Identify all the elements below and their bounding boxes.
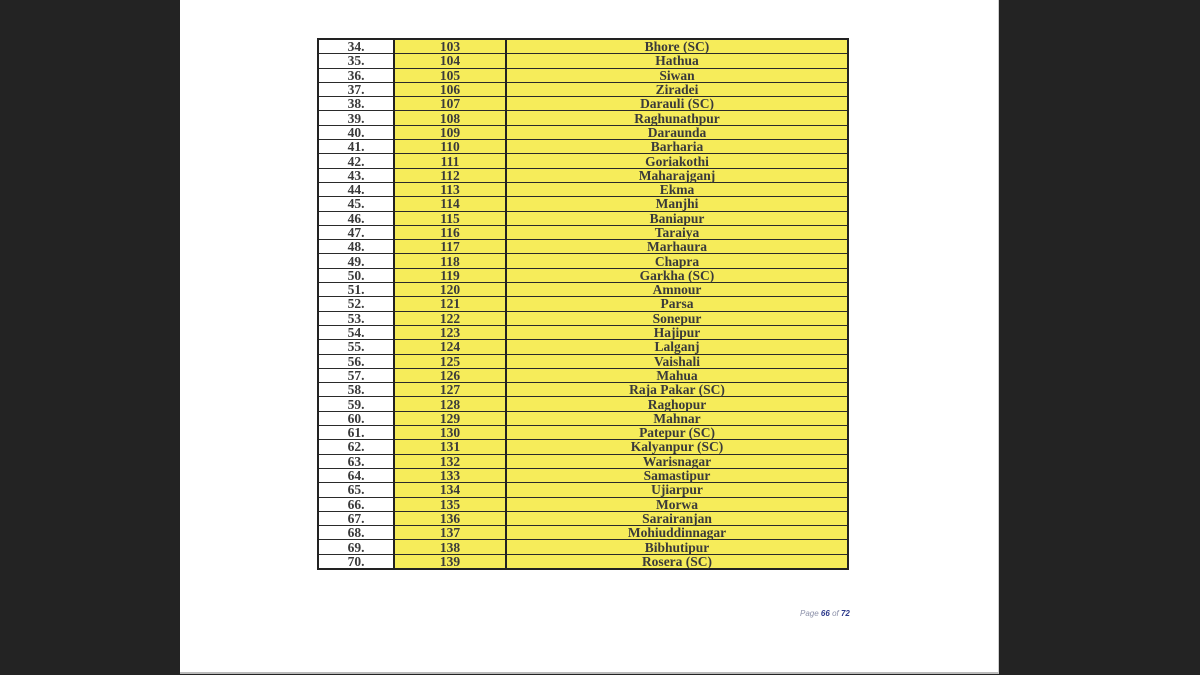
table-row bbox=[318, 468, 848, 482]
ac-number-cell: 109 bbox=[394, 125, 506, 139]
ac-number-cell: 121 bbox=[394, 297, 506, 311]
serial-number-cell: 34. bbox=[318, 39, 394, 54]
ac-number-cell: 103 bbox=[394, 39, 506, 54]
ac-number-cell: 129 bbox=[394, 411, 506, 425]
constituency-name-cell: Mahua bbox=[506, 368, 848, 382]
table-row bbox=[318, 554, 848, 569]
constituency-name-cell: Daraunda bbox=[506, 125, 848, 139]
serial-number-cell: 69. bbox=[318, 540, 394, 554]
ac-number-cell: 123 bbox=[394, 325, 506, 339]
serial-number-cell: 38. bbox=[318, 97, 394, 111]
ac-number-cell: 110 bbox=[394, 140, 506, 154]
table-row bbox=[318, 511, 848, 525]
serial-number-cell: 55. bbox=[318, 340, 394, 354]
table-row bbox=[318, 354, 848, 368]
serial-number-cell: 56. bbox=[318, 354, 394, 368]
constituency-name-cell: Rosera (SC) bbox=[506, 554, 848, 569]
table-row bbox=[318, 440, 848, 454]
ac-number-cell: 104 bbox=[394, 54, 506, 68]
constituency-table bbox=[317, 38, 849, 570]
constituency-name-cell: Raghopur bbox=[506, 397, 848, 411]
constituency-name-cell: Raja Pakar (SC) bbox=[506, 383, 848, 397]
serial-number-cell: 66. bbox=[318, 497, 394, 511]
table-row bbox=[318, 540, 848, 554]
serial-number-cell: 65. bbox=[318, 483, 394, 497]
ac-number-cell: 127 bbox=[394, 383, 506, 397]
ac-number-cell: 117 bbox=[394, 240, 506, 254]
constituency-name-cell: Darauli (SC) bbox=[506, 97, 848, 111]
constituency-name-cell: Taraiya bbox=[506, 225, 848, 239]
constituency-name-cell: Hajipur bbox=[506, 325, 848, 339]
table-row bbox=[318, 411, 848, 425]
page-current: 66 bbox=[820, 609, 830, 618]
constituency-name-cell: Ziradei bbox=[506, 82, 848, 96]
table-row bbox=[318, 125, 848, 139]
table-row bbox=[318, 254, 848, 268]
ac-number-cell: 113 bbox=[394, 182, 506, 196]
serial-number-cell: 40. bbox=[318, 125, 394, 139]
constituency-name-cell: Mahnar bbox=[506, 411, 848, 425]
serial-number-cell: 54. bbox=[318, 325, 394, 339]
serial-number-cell: 58. bbox=[318, 383, 394, 397]
ac-number-cell: 108 bbox=[394, 111, 506, 125]
ac-number-cell: 106 bbox=[394, 82, 506, 96]
page-footer bbox=[800, 609, 850, 618]
table-body bbox=[318, 39, 848, 569]
document-page bbox=[180, 0, 999, 674]
table-row bbox=[318, 225, 848, 239]
ac-number-cell: 126 bbox=[394, 368, 506, 382]
constituency-name-cell: Parsa bbox=[506, 297, 848, 311]
table-row bbox=[318, 368, 848, 382]
table-row bbox=[318, 397, 848, 411]
table-row bbox=[318, 54, 848, 68]
constituency-name-cell: Garkha (SC) bbox=[506, 268, 848, 282]
table-row bbox=[318, 39, 848, 54]
table-row bbox=[318, 454, 848, 468]
serial-number-cell: 47. bbox=[318, 225, 394, 239]
serial-number-cell: 39. bbox=[318, 111, 394, 125]
ac-number-cell: 135 bbox=[394, 497, 506, 511]
table-row bbox=[318, 140, 848, 154]
constituency-name-cell: Ujiarpur bbox=[506, 483, 848, 497]
serial-number-cell: 63. bbox=[318, 454, 394, 468]
table-row bbox=[318, 483, 848, 497]
serial-number-cell: 67. bbox=[318, 511, 394, 525]
table-row bbox=[318, 497, 848, 511]
serial-number-cell: 43. bbox=[318, 168, 394, 182]
constituency-name-cell: Marhaura bbox=[506, 240, 848, 254]
constituency-name-cell: Kalyanpur (SC) bbox=[506, 440, 848, 454]
table-row bbox=[318, 197, 848, 211]
serial-number-cell: 36. bbox=[318, 68, 394, 82]
ac-number-cell: 114 bbox=[394, 197, 506, 211]
table-row bbox=[318, 268, 848, 282]
table-row bbox=[318, 82, 848, 96]
table-row bbox=[318, 383, 848, 397]
serial-number-cell: 68. bbox=[318, 526, 394, 540]
page-label: Page bbox=[800, 609, 819, 618]
ac-number-cell: 111 bbox=[394, 154, 506, 168]
page-of-label: of bbox=[832, 609, 839, 618]
ac-number-cell: 128 bbox=[394, 397, 506, 411]
ac-number-cell: 115 bbox=[394, 211, 506, 225]
ac-number-cell: 133 bbox=[394, 468, 506, 482]
table-row bbox=[318, 154, 848, 168]
table-row bbox=[318, 297, 848, 311]
serial-number-cell: 49. bbox=[318, 254, 394, 268]
constituency-name-cell: Baniapur bbox=[506, 211, 848, 225]
constituency-name-cell: Ekma bbox=[506, 182, 848, 196]
ac-number-cell: 116 bbox=[394, 225, 506, 239]
constituency-name-cell: Samastipur bbox=[506, 468, 848, 482]
constituency-name-cell: Maharajganj bbox=[506, 168, 848, 182]
table-row bbox=[318, 97, 848, 111]
serial-number-cell: 61. bbox=[318, 426, 394, 440]
table-row bbox=[318, 426, 848, 440]
table-row bbox=[318, 240, 848, 254]
serial-number-cell: 41. bbox=[318, 140, 394, 154]
serial-number-cell: 51. bbox=[318, 283, 394, 297]
serial-number-cell: 62. bbox=[318, 440, 394, 454]
ac-number-cell: 138 bbox=[394, 540, 506, 554]
page-total: 72 bbox=[840, 609, 850, 618]
constituency-name-cell: Hathua bbox=[506, 54, 848, 68]
table-row bbox=[318, 526, 848, 540]
constituency-name-cell: Bibhutipur bbox=[506, 540, 848, 554]
constituency-name-cell: Patepur (SC) bbox=[506, 426, 848, 440]
constituency-name-cell: Siwan bbox=[506, 68, 848, 82]
table-row bbox=[318, 311, 848, 325]
serial-number-cell: 35. bbox=[318, 54, 394, 68]
ac-number-cell: 130 bbox=[394, 426, 506, 440]
constituency-name-cell: Warisnagar bbox=[506, 454, 848, 468]
table-row bbox=[318, 283, 848, 297]
ac-number-cell: 105 bbox=[394, 68, 506, 82]
constituency-name-cell: Chapra bbox=[506, 254, 848, 268]
constituency-name-cell: Sonepur bbox=[506, 311, 848, 325]
ac-number-cell: 107 bbox=[394, 97, 506, 111]
serial-number-cell: 70. bbox=[318, 554, 394, 569]
serial-number-cell: 46. bbox=[318, 211, 394, 225]
ac-number-cell: 112 bbox=[394, 168, 506, 182]
ac-number-cell: 134 bbox=[394, 483, 506, 497]
constituency-name-cell: Morwa bbox=[506, 497, 848, 511]
constituency-name-cell: Mohiuddinnagar bbox=[506, 526, 848, 540]
constituency-name-cell: Lalganj bbox=[506, 340, 848, 354]
ac-number-cell: 132 bbox=[394, 454, 506, 468]
constituency-name-cell: Bhore (SC) bbox=[506, 39, 848, 54]
table-row bbox=[318, 211, 848, 225]
ac-number-cell: 119 bbox=[394, 268, 506, 282]
table-row bbox=[318, 111, 848, 125]
serial-number-cell: 44. bbox=[318, 182, 394, 196]
ac-number-cell: 139 bbox=[394, 554, 506, 569]
ac-number-cell: 137 bbox=[394, 526, 506, 540]
ac-number-cell: 125 bbox=[394, 354, 506, 368]
table-row bbox=[318, 325, 848, 339]
constituency-name-cell: Vaishali bbox=[506, 354, 848, 368]
serial-number-cell: 57. bbox=[318, 368, 394, 382]
constituency-name-cell: Raghunathpur bbox=[506, 111, 848, 125]
serial-number-cell: 53. bbox=[318, 311, 394, 325]
ac-number-cell: 122 bbox=[394, 311, 506, 325]
ac-number-cell: 136 bbox=[394, 511, 506, 525]
constituency-name-cell: Sarairanjan bbox=[506, 511, 848, 525]
serial-number-cell: 60. bbox=[318, 411, 394, 425]
serial-number-cell: 37. bbox=[318, 82, 394, 96]
constituency-name-cell: Manjhi bbox=[506, 197, 848, 211]
serial-number-cell: 64. bbox=[318, 468, 394, 482]
serial-number-cell: 50. bbox=[318, 268, 394, 282]
serial-number-cell: 42. bbox=[318, 154, 394, 168]
serial-number-cell: 59. bbox=[318, 397, 394, 411]
ac-number-cell: 118 bbox=[394, 254, 506, 268]
constituency-name-cell: Barharia bbox=[506, 140, 848, 154]
ac-number-cell: 124 bbox=[394, 340, 506, 354]
table-row bbox=[318, 182, 848, 196]
table-row bbox=[318, 68, 848, 82]
table-row bbox=[318, 168, 848, 182]
constituency-name-cell: Goriakothi bbox=[506, 154, 848, 168]
table-row bbox=[318, 340, 848, 354]
ac-number-cell: 120 bbox=[394, 283, 506, 297]
serial-number-cell: 45. bbox=[318, 197, 394, 211]
constituency-name-cell: Amnour bbox=[506, 283, 848, 297]
serial-number-cell: 52. bbox=[318, 297, 394, 311]
ac-number-cell: 131 bbox=[394, 440, 506, 454]
serial-number-cell: 48. bbox=[318, 240, 394, 254]
